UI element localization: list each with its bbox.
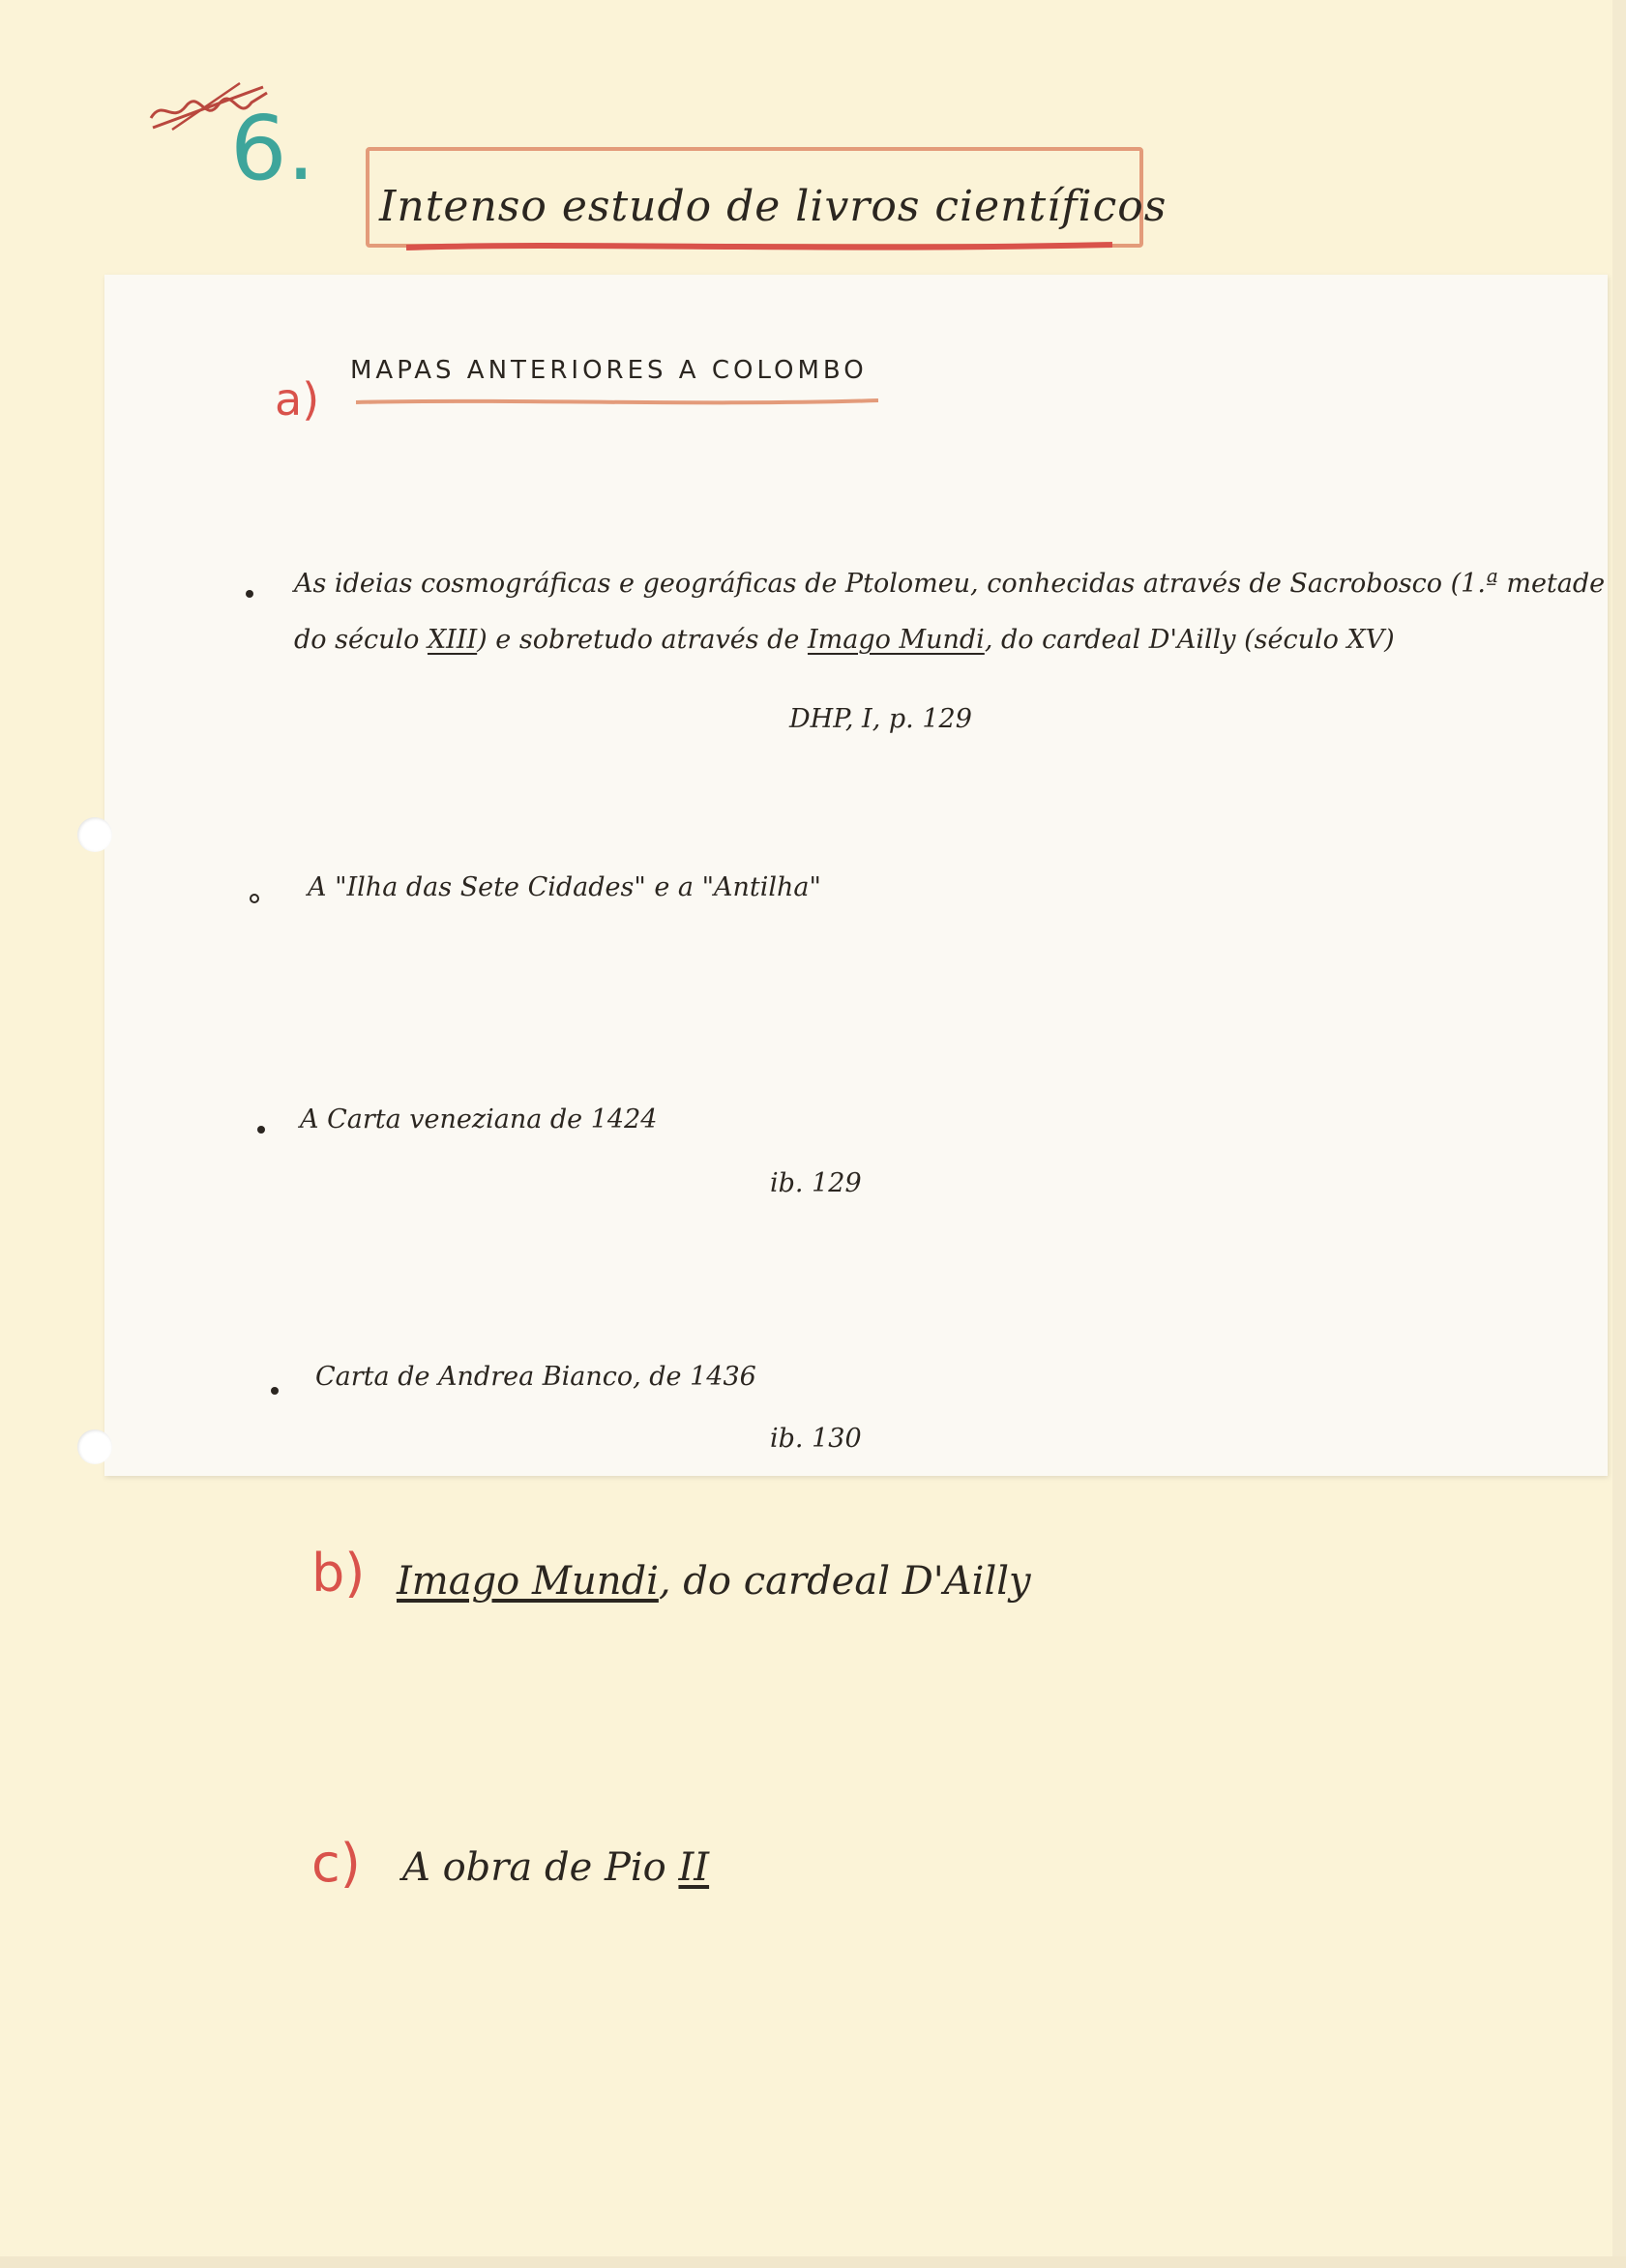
section-b-rest: , do cardeal D'Ailly <box>658 1559 1031 1604</box>
section-a-underline <box>356 397 878 408</box>
page-edge <box>1612 0 1626 2268</box>
title-underline <box>406 240 1112 253</box>
section-c-pre: A obra de Pio <box>402 1845 679 1890</box>
item-1-line-2 <box>294 625 1395 655</box>
item-1-line-1: As ideias cosmográficas e geográficas de Ptolomeu, conhecidas através de Sacrobosco (1.ª metade <box>294 569 1606 599</box>
section-c-numeral: II <box>678 1845 710 1890</box>
item-3-line-1: A Carta veneziana de 1424 <box>300 1105 658 1134</box>
page-number: 6. <box>230 97 315 200</box>
item-2-line-1: A "Ilha das Sete Cidades" e a "Antilha" <box>308 872 821 902</box>
item-4-line-1: Carta de Andrea Bianco, de 1436 <box>315 1362 756 1392</box>
item-1-text: ) e sobretudo através de <box>477 625 808 655</box>
bullet-item-2 <box>250 894 259 903</box>
item-1-text: , do cardeal D'Ailly (século XV) <box>984 625 1395 655</box>
section-a-letter: a) <box>275 373 320 426</box>
item-1-text: do século <box>294 625 428 655</box>
bullet-item-1 <box>246 590 253 598</box>
section-c-text <box>402 1845 709 1890</box>
item-3-reference: ib. 129 <box>770 1168 862 1198</box>
punch-hole-top <box>77 817 112 852</box>
work-title: Imago Mundi <box>807 625 985 655</box>
page-title: Intenso estudo de livros científicos <box>379 182 1168 231</box>
section-b-text <box>397 1559 1031 1604</box>
bullet-item-3 <box>257 1126 265 1134</box>
section-a-heading: MAPAS ANTERIORES A COLOMBO <box>350 356 868 385</box>
century-numeral: XIII <box>427 625 478 655</box>
item-4-reference: ib. 130 <box>770 1424 862 1454</box>
section-b-work-title: Imago Mundi <box>397 1559 659 1604</box>
note-card <box>104 275 1608 1476</box>
section-c-letter: c) <box>311 1833 361 1894</box>
bullet-item-4 <box>271 1387 279 1395</box>
item-1-reference: DHP, I, p. 129 <box>789 704 972 734</box>
section-b-letter: b) <box>311 1543 366 1604</box>
punch-hole-bottom <box>77 1429 112 1464</box>
page-bottom-edge <box>0 2256 1626 2268</box>
